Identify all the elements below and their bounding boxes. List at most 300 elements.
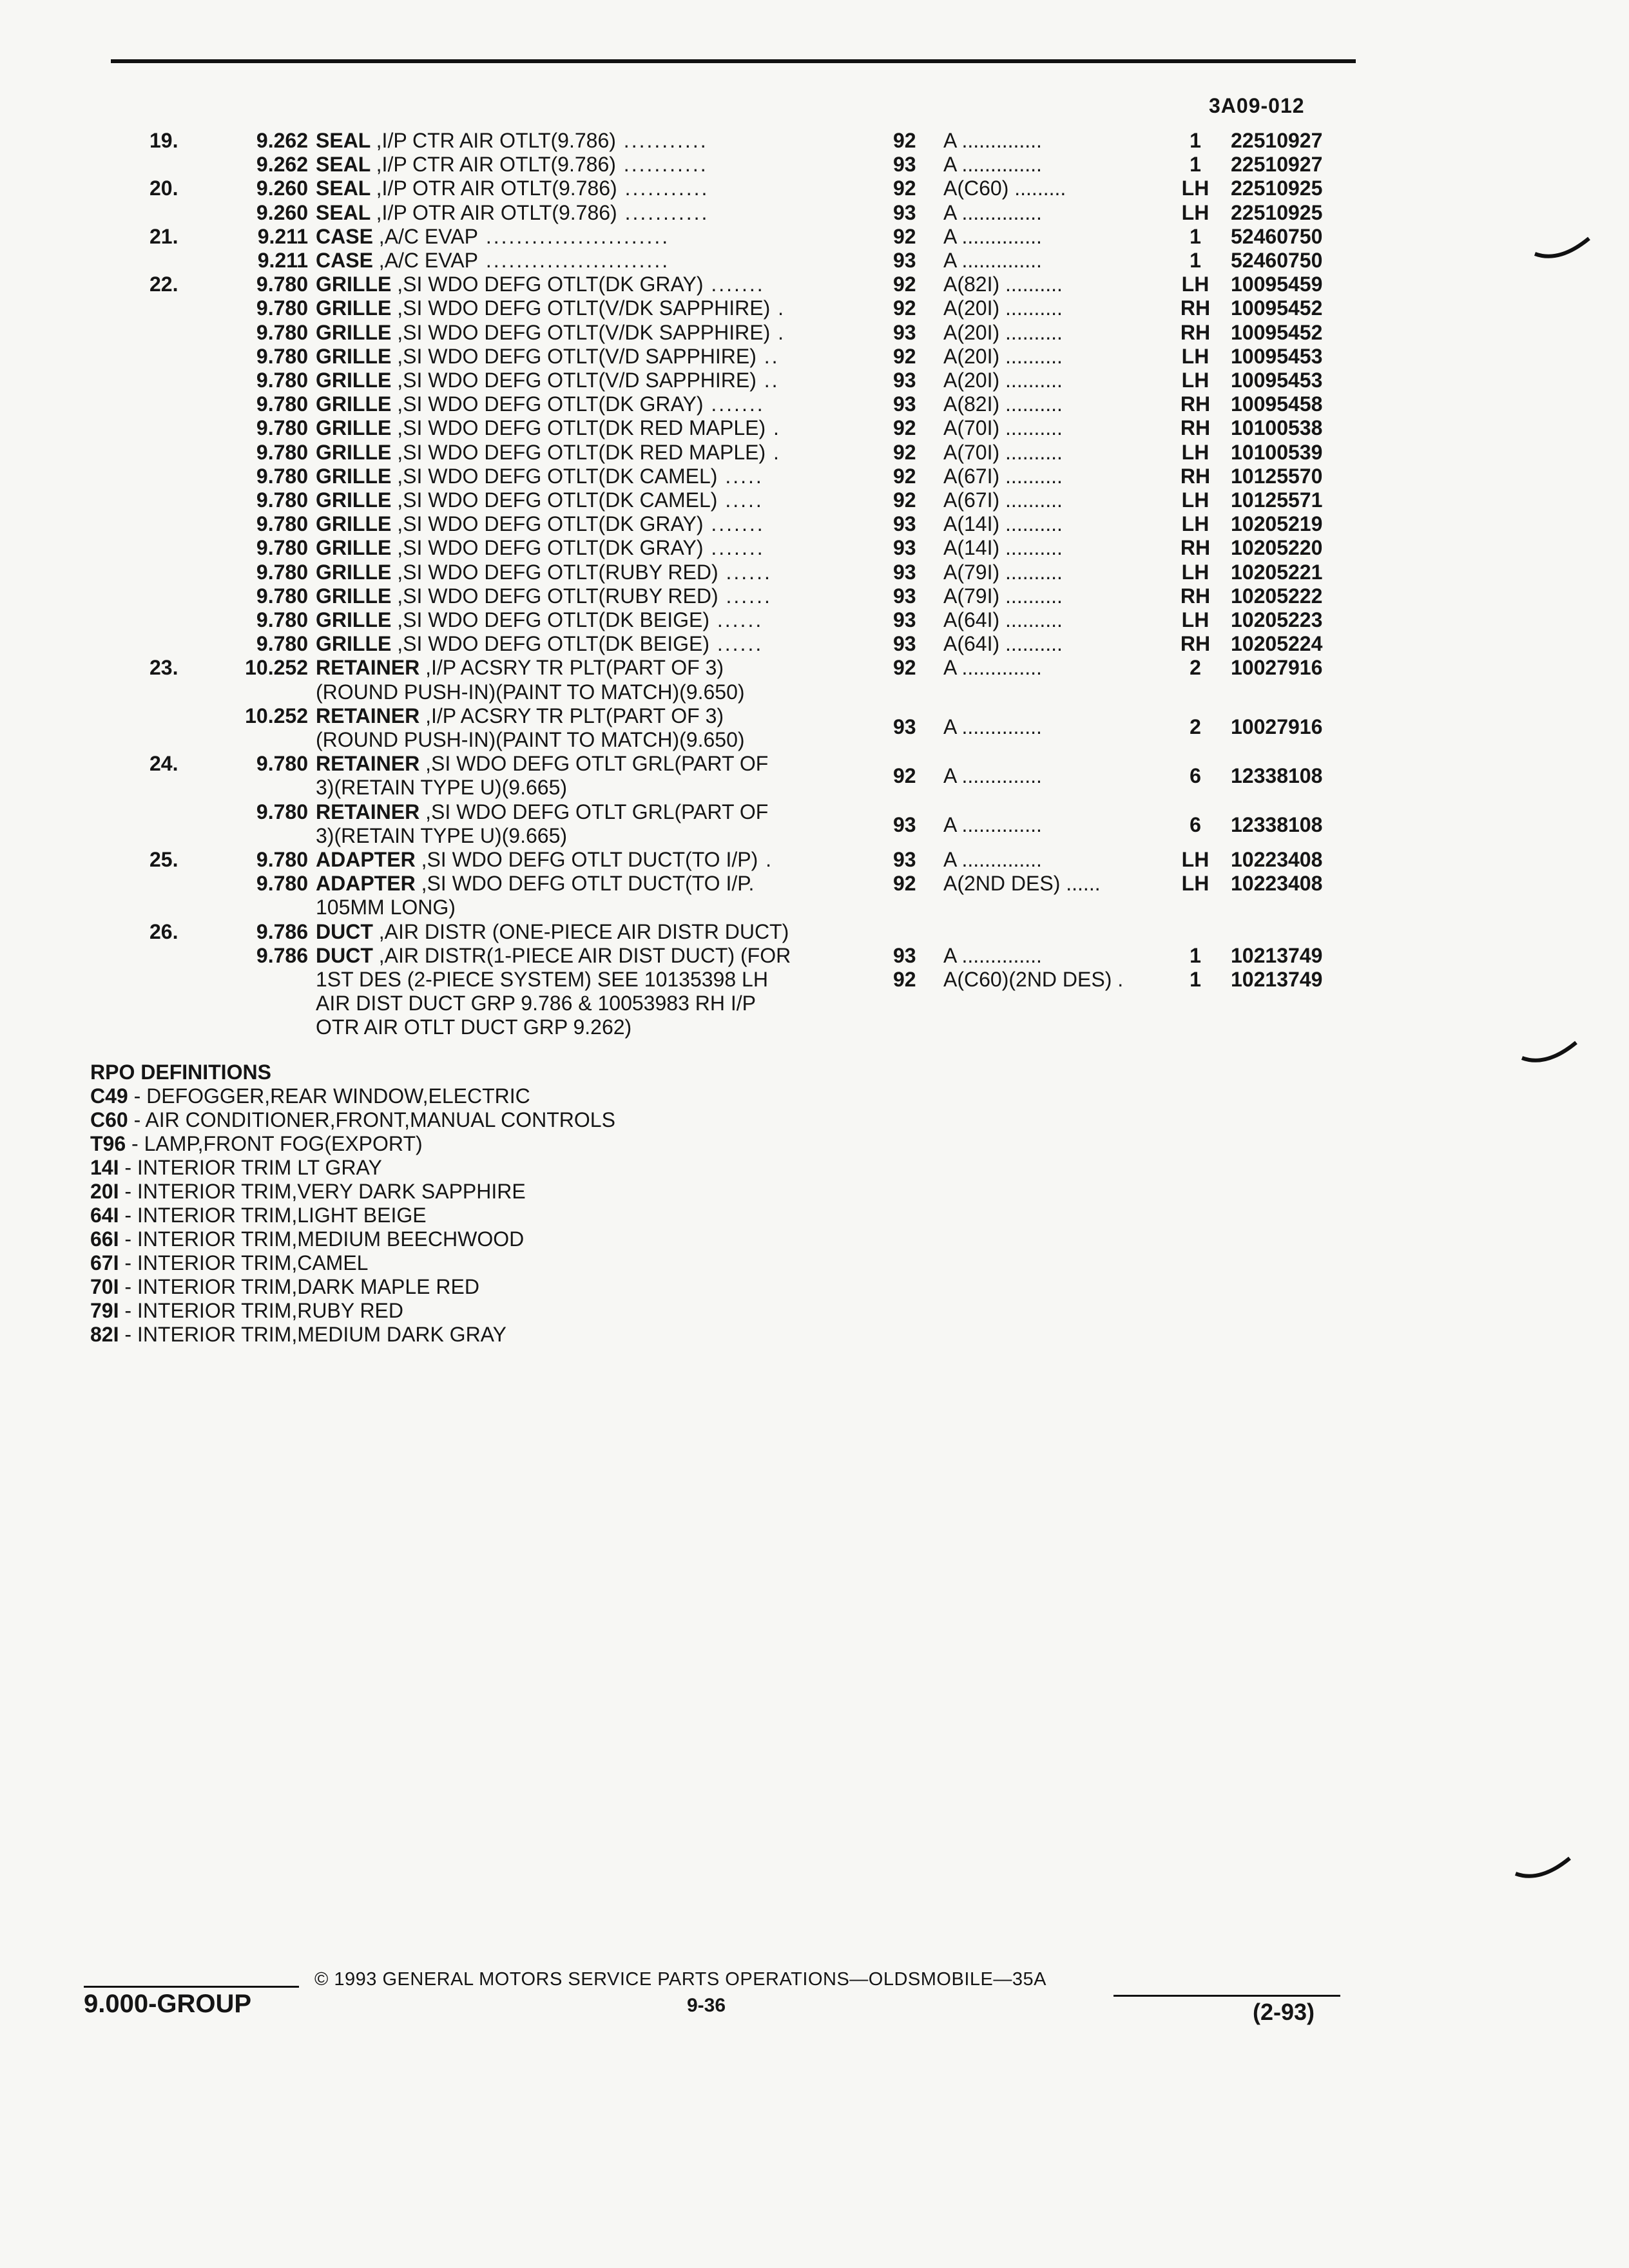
- usage-code: A ..............: [943, 224, 1042, 248]
- quantity: LH: [1181, 177, 1210, 200]
- model-year: 92: [893, 177, 916, 200]
- part-description-text: ,SI WDO DEFG OTLT DUCT(TO I/P): [421, 848, 758, 871]
- part-keyword: GRILLE: [316, 536, 398, 560]
- part-number: 10125570: [1231, 464, 1323, 488]
- part-description-text: ,I/P CTR AIR OTLT(9.786): [376, 129, 616, 152]
- group-number: 9.780: [256, 273, 308, 296]
- leader-dots: ......: [709, 632, 764, 656]
- rpo-item: [90, 1108, 615, 1132]
- part-description: [316, 896, 844, 919]
- part-description: [316, 321, 844, 345]
- part-number: 10100538: [1231, 416, 1323, 440]
- binding-mark-icon: [1514, 1856, 1572, 1881]
- group-number: 9.780: [256, 392, 308, 416]
- leader-dots: ...........: [617, 200, 709, 224]
- model-year: 92: [893, 273, 916, 296]
- quantity: RH: [1180, 584, 1211, 608]
- rpo-item: [90, 1275, 615, 1299]
- part-description-text: ,I/P OTR AIR OTLT(9.786): [376, 200, 617, 224]
- rpo-code: C60: [90, 1108, 128, 1131]
- leader-dots: ......: [718, 584, 772, 608]
- usage-code: A ..............: [943, 764, 1042, 787]
- part-description: [316, 872, 844, 896]
- part-number: 52460750: [1231, 224, 1323, 248]
- part-number: 10027916: [1231, 715, 1323, 738]
- group-number: 9.780: [256, 512, 308, 536]
- rpo-item: [90, 1084, 615, 1108]
- model-year: 93: [893, 848, 916, 871]
- part-keyword: CASE: [316, 249, 379, 272]
- part-number: 10223408: [1231, 872, 1323, 896]
- part-keyword: GRILLE: [316, 416, 398, 440]
- part-number: 10095453: [1231, 369, 1323, 392]
- group-number: 9.786: [256, 919, 308, 943]
- item-number: 25.: [149, 848, 178, 871]
- leader-dots: ...........: [615, 129, 708, 152]
- group-number: 9.211: [257, 249, 308, 272]
- model-year: 93: [893, 715, 916, 738]
- part-keyword: GRILLE: [316, 440, 398, 464]
- usage-code: A ..............: [943, 848, 1042, 871]
- part-number: 10100539: [1231, 440, 1323, 464]
- part-description: [316, 369, 844, 392]
- usage-code: A(14I) ..........: [943, 512, 1063, 536]
- part-number: 10223408: [1231, 848, 1323, 871]
- model-year: 93: [893, 560, 916, 584]
- rpo-code: 82I: [90, 1323, 119, 1346]
- part-number: 10095458: [1231, 392, 1323, 416]
- usage-code: A ..............: [943, 249, 1042, 272]
- rpo-title: RPO DEFINITIONS: [90, 1061, 271, 1084]
- quantity: RH: [1180, 416, 1211, 440]
- leader-dots: .......: [703, 392, 765, 416]
- part-keyword: GRILLE: [316, 320, 398, 344]
- model-year: 93: [893, 536, 916, 560]
- part-number: 10027916: [1231, 656, 1323, 680]
- part-keyword: SEAL: [316, 177, 376, 200]
- usage-code: A(79I) ..........: [943, 584, 1063, 608]
- binding-mark-icon: [1521, 1040, 1579, 1066]
- group-number: 9.786: [256, 943, 308, 967]
- item-number: 22.: [149, 273, 178, 296]
- part-number: 52460750: [1231, 249, 1323, 272]
- part-keyword: GRILLE: [316, 296, 398, 320]
- part-number: 10095453: [1231, 344, 1323, 368]
- quantity: LH: [1181, 848, 1210, 871]
- part-number: 10205220: [1231, 536, 1323, 560]
- part-description-text: ,SI WDO DEFG OTLT(DK GRAY): [397, 536, 704, 560]
- usage-code: A ..............: [943, 715, 1042, 738]
- group-number: 9.780: [256, 752, 308, 776]
- leader-dots: .......: [703, 512, 765, 536]
- part-description-text: ,I/P OTR AIR OTLT(9.786): [376, 177, 617, 200]
- rpo-item: [90, 1299, 615, 1323]
- item-number: 26.: [149, 919, 178, 943]
- part-keyword: SEAL: [316, 200, 376, 224]
- usage-code: A(70I) ..........: [943, 440, 1063, 464]
- part-keyword: GRILLE: [316, 464, 398, 488]
- rpo-list: [90, 1084, 615, 1347]
- quantity: LH: [1181, 872, 1210, 896]
- quantity: LH: [1181, 440, 1210, 464]
- part-keyword: RETAINER: [316, 704, 426, 727]
- part-number: 10205221: [1231, 560, 1323, 584]
- part-description-text: ,SI WDO DEFG OTLT(RUBY RED): [397, 560, 718, 584]
- quantity: LH: [1181, 200, 1210, 224]
- leader-dots: .: [770, 320, 786, 344]
- quantity: LH: [1181, 488, 1210, 512]
- leader-dots: ..: [756, 344, 780, 368]
- model-year: 93: [893, 200, 916, 224]
- quantity: RH: [1180, 296, 1211, 320]
- quantity: 6: [1190, 764, 1201, 787]
- part-keyword: RETAINER: [316, 752, 426, 776]
- part-description: [316, 129, 844, 153]
- part-description: [316, 536, 844, 560]
- part-number: 22510925: [1231, 200, 1323, 224]
- rpo-text: - INTERIOR TRIM LT GRAY: [119, 1156, 382, 1179]
- rpo-item: [90, 1323, 615, 1347]
- part-description-text: ,SI WDO DEFG OTLT(RUBY RED): [397, 584, 718, 608]
- leader-dots: .......: [703, 536, 765, 560]
- part-description: [316, 680, 844, 704]
- part-keyword: GRILLE: [316, 369, 398, 392]
- quantity: 1: [1190, 968, 1201, 991]
- part-keyword: GRILLE: [316, 560, 398, 584]
- quantity: 1: [1190, 249, 1201, 272]
- part-description: [316, 488, 844, 512]
- part-description: [316, 225, 844, 249]
- leader-dots: .....: [717, 464, 764, 488]
- rpo-item: [90, 1156, 615, 1180]
- part-number: 22510927: [1231, 153, 1323, 177]
- part-description: [316, 273, 844, 296]
- part-number: 10205219: [1231, 512, 1323, 536]
- usage-code: A(2ND DES) ......: [943, 872, 1101, 896]
- model-year: 93: [893, 632, 916, 656]
- rpo-code: 20I: [90, 1180, 119, 1203]
- quantity: 1: [1190, 129, 1201, 152]
- part-description-text: ,SI WDO DEFG OTLT(V/D SAPPHIRE): [397, 344, 757, 368]
- part-description-text: ,A/C EVAP: [378, 249, 478, 272]
- part-description-text: ,SI WDO DEFG OTLT(DK GRAY): [397, 273, 704, 296]
- model-year: 92: [893, 416, 916, 440]
- quantity: LH: [1181, 369, 1210, 392]
- footer-copyright: © 1993 GENERAL MOTORS SERVICE PARTS OPERATIONS—OLDSMOBILE—35A: [314, 1969, 1046, 1990]
- part-description-text: ,SI WDO DEFG OTLT(DK GRAY): [397, 512, 704, 536]
- part-description: [316, 944, 844, 968]
- part-description-text: ,SI WDO DEFG OTLT(V/DK SAPPHIRE): [397, 296, 771, 320]
- group-number: 9.780: [256, 464, 308, 488]
- rpo-code: 79I: [90, 1299, 119, 1322]
- part-number: 10095459: [1231, 273, 1323, 296]
- part-keyword: GRILLE: [316, 632, 398, 656]
- usage-code: A(64I) ..........: [943, 632, 1063, 656]
- model-year: 92: [893, 764, 916, 787]
- part-description: [316, 392, 844, 416]
- group-number: 9.780: [256, 872, 308, 896]
- part-keyword: ADAPTER: [316, 872, 421, 896]
- part-description-text: ,AIR DISTR (ONE-PIECE AIR DISTR DUCT): [378, 919, 789, 943]
- part-description: [316, 441, 844, 465]
- usage-code: A ..............: [943, 129, 1042, 152]
- footer-rule-right: [1113, 1995, 1340, 1997]
- group-number: 10.252: [245, 656, 308, 680]
- rpo-item: [90, 1132, 615, 1156]
- rpo-text: - INTERIOR TRIM,VERY DARK SAPPHIRE: [119, 1180, 526, 1203]
- part-keyword: RETAINER: [316, 656, 426, 680]
- part-number: 10125571: [1231, 488, 1323, 512]
- model-year: 93: [893, 512, 916, 536]
- part-description-text: ,AIR DISTR(1-PIECE AIR DIST DUCT) (FOR: [378, 943, 791, 967]
- page-code: 3A09-012: [1209, 94, 1305, 117]
- rpo-code: 67I: [90, 1251, 119, 1274]
- group-number: 9.260: [256, 177, 308, 200]
- usage-code: A(C60)(2ND DES) .: [943, 968, 1124, 991]
- model-year: 93: [893, 943, 916, 967]
- model-year: 92: [893, 488, 916, 512]
- part-description: [316, 201, 844, 225]
- rpo-code: 66I: [90, 1227, 119, 1251]
- usage-code: A(67I) ..........: [943, 488, 1063, 512]
- part-keyword: GRILLE: [316, 273, 398, 296]
- part-keyword: GRILLE: [316, 344, 398, 368]
- rpo-code: 14I: [90, 1156, 119, 1179]
- usage-code: A(14I) ..........: [943, 536, 1063, 560]
- rpo-code: 64I: [90, 1204, 119, 1227]
- leader-dots: ........................: [477, 224, 670, 248]
- rpo-text: - AIR CONDITIONER,FRONT,MANUAL CONTROLS: [128, 1108, 615, 1131]
- part-description-text: ,SI WDO DEFG OTLT(DK RED MAPLE): [397, 416, 766, 440]
- rpo-code: C49: [90, 1084, 128, 1108]
- part-keyword: GRILLE: [316, 608, 398, 631]
- quantity: 1: [1190, 943, 1201, 967]
- group-number: 9.211: [257, 224, 308, 248]
- usage-code: A(79I) ..........: [943, 560, 1063, 584]
- model-year: 92: [893, 968, 916, 991]
- group-number: 9.780: [256, 536, 308, 560]
- part-keyword: RETAINER: [316, 800, 426, 823]
- usage-code: A(82I) ..........: [943, 392, 1063, 416]
- model-year: 92: [893, 656, 916, 680]
- usage-code: A(64I) ..........: [943, 608, 1063, 631]
- part-description-text: ,SI WDO DEFG OTLT(DK RED MAPLE): [397, 440, 766, 464]
- part-description: [316, 153, 844, 177]
- part-description: [316, 824, 844, 848]
- part-description-text: 105MM LONG): [316, 896, 456, 919]
- part-description-text: ,SI WDO DEFG OTLT(DK BEIGE): [397, 608, 709, 631]
- rpo-text: - LAMP,FRONT FOG(EXPORT): [126, 1132, 423, 1155]
- usage-code: A(67I) ..........: [943, 464, 1063, 488]
- leader-dots: ......: [718, 560, 772, 584]
- part-number: 22510925: [1231, 177, 1323, 200]
- part-description: [316, 968, 844, 992]
- part-description-text: ,I/P ACSRY TR PLT(PART OF 3): [425, 656, 724, 680]
- quantity: LH: [1181, 273, 1210, 296]
- quantity: LH: [1181, 344, 1210, 368]
- part-keyword: GRILLE: [316, 512, 398, 536]
- part-description: [316, 512, 844, 536]
- part-description: [316, 848, 844, 872]
- part-description-text: ,SI WDO DEFG OTLT(DK CAMEL): [397, 464, 718, 488]
- model-year: 93: [893, 813, 916, 836]
- rpo-text: - INTERIOR TRIM,MEDIUM DARK GRAY: [119, 1323, 506, 1346]
- rpo-text: - INTERIOR TRIM,RUBY RED: [119, 1299, 403, 1322]
- footer-date: (2-93): [1253, 1999, 1315, 2025]
- quantity: 1: [1190, 224, 1201, 248]
- part-description: [316, 296, 844, 320]
- part-keyword: CASE: [316, 224, 379, 248]
- part-description-text: OTR AIR OTLT DUCT GRP 9.262): [316, 1015, 632, 1039]
- part-description-text: ,SI WDO DEFG OTLT GRL(PART OF: [425, 752, 769, 776]
- quantity: LH: [1181, 512, 1210, 536]
- part-description: [316, 728, 844, 752]
- rpo-text: - INTERIOR TRIM,CAMEL: [119, 1251, 369, 1274]
- rpo-item: [90, 1227, 615, 1251]
- quantity: LH: [1181, 608, 1210, 631]
- quantity: RH: [1180, 320, 1211, 344]
- part-description-text: ,SI WDO DEFG OTLT(DK GRAY): [397, 392, 704, 416]
- leader-dots: .: [770, 296, 786, 320]
- usage-code: A(20I) ..........: [943, 320, 1063, 344]
- part-description: [316, 584, 844, 608]
- group-number: 10.252: [245, 704, 308, 727]
- leader-dots: .: [766, 440, 781, 464]
- part-description: [316, 177, 844, 200]
- quantity: 2: [1190, 656, 1201, 680]
- part-number: 10213749: [1231, 968, 1323, 991]
- model-year: 92: [893, 296, 916, 320]
- part-description: [316, 800, 844, 824]
- model-year: 92: [893, 129, 916, 152]
- model-year: 93: [893, 584, 916, 608]
- part-description-text: ,SI WDO DEFG OTLT(DK BEIGE): [397, 632, 709, 656]
- part-description-text: ,SI WDO DEFG OTLT DUCT(TO I/P.: [421, 872, 755, 896]
- part-description-text: 3)(RETAIN TYPE U)(9.665): [316, 776, 568, 800]
- part-number: 12338108: [1231, 764, 1323, 787]
- part-description: [316, 608, 844, 632]
- part-number: 10213749: [1231, 943, 1323, 967]
- model-year: 93: [893, 153, 916, 177]
- leader-dots: ...........: [617, 177, 709, 200]
- part-description-text: ,SI WDO DEFG OTLT GRL(PART OF: [425, 800, 769, 823]
- part-keyword: GRILLE: [316, 392, 398, 416]
- part-description: [316, 992, 844, 1015]
- part-keyword: DUCT: [316, 943, 379, 967]
- group-number: 9.780: [256, 560, 308, 584]
- leader-dots: ......: [709, 608, 764, 631]
- quantity: LH: [1181, 560, 1210, 584]
- group-number: 9.260: [256, 200, 308, 224]
- rpo-item: [90, 1251, 615, 1275]
- usage-code: A ..............: [943, 813, 1042, 836]
- part-number: 10205222: [1231, 584, 1323, 608]
- group-number: 9.780: [256, 320, 308, 344]
- part-number: 12338108: [1231, 813, 1323, 836]
- leader-dots: .......: [703, 273, 765, 296]
- footer-group: 9.000-GROUP: [84, 1990, 252, 2018]
- usage-code: A ..............: [943, 200, 1042, 224]
- model-year: 93: [893, 320, 916, 344]
- quantity: 1: [1190, 153, 1201, 177]
- part-description-text: AIR DIST DUCT GRP 9.786 & 10053983 RH I/P: [316, 992, 756, 1015]
- quantity: RH: [1180, 632, 1211, 656]
- part-description: [316, 345, 844, 369]
- leader-dots: ...........: [615, 153, 708, 177]
- rpo-item: [90, 1204, 615, 1227]
- item-number: 19.: [149, 129, 178, 152]
- part-description: [316, 776, 844, 800]
- part-description-text: ,I/P ACSRY TR PLT(PART OF 3): [425, 704, 724, 727]
- item-number: 23.: [149, 656, 178, 680]
- part-description: [316, 416, 844, 440]
- quantity: RH: [1180, 464, 1211, 488]
- part-keyword: ADAPTER: [316, 848, 421, 871]
- part-description-text: (ROUND PUSH-IN)(PAINT TO MATCH)(9.650): [316, 680, 745, 704]
- group-number: 9.780: [256, 848, 308, 871]
- usage-code: A ..............: [943, 943, 1042, 967]
- rpo-code: 70I: [90, 1275, 119, 1298]
- part-description: [316, 656, 844, 680]
- part-description-text: ,SI WDO DEFG OTLT(V/DK SAPPHIRE): [397, 320, 771, 344]
- group-number: 9.780: [256, 800, 308, 823]
- quantity: RH: [1180, 392, 1211, 416]
- model-year: 92: [893, 344, 916, 368]
- group-number: 9.262: [256, 153, 308, 177]
- part-number: 22510927: [1231, 129, 1323, 152]
- part-description: [316, 249, 844, 273]
- group-number: 9.780: [256, 344, 308, 368]
- part-description: [316, 920, 844, 944]
- item-number: 20.: [149, 177, 178, 200]
- group-number: 9.780: [256, 608, 308, 631]
- rpo-item: [90, 1180, 615, 1204]
- rpo-text: - INTERIOR TRIM,MEDIUM BEECHWOOD: [119, 1227, 525, 1251]
- usage-code: A ..............: [943, 656, 1042, 680]
- group-number: 9.780: [256, 584, 308, 608]
- item-number: 21.: [149, 224, 178, 248]
- usage-code: A(20I) ..........: [943, 369, 1063, 392]
- top-rule: [111, 59, 1356, 63]
- group-number: 9.780: [256, 296, 308, 320]
- footer-page-number: 9-36: [687, 1995, 726, 2016]
- leader-dots: .: [766, 416, 781, 440]
- leader-dots: .: [758, 848, 774, 871]
- group-number: 9.780: [256, 488, 308, 512]
- leader-dots: ..: [756, 369, 780, 392]
- group-number: 9.780: [256, 440, 308, 464]
- usage-code: A(70I) ..........: [943, 416, 1063, 440]
- group-number: 9.262: [256, 129, 308, 152]
- part-description: [316, 752, 844, 776]
- model-year: 92: [893, 872, 916, 896]
- model-year: 92: [893, 464, 916, 488]
- part-description-text: ,I/P CTR AIR OTLT(9.786): [376, 153, 616, 177]
- rpo-text: - DEFOGGER,REAR WINDOW,ELECTRIC: [128, 1084, 530, 1108]
- rpo-text: - INTERIOR TRIM,DARK MAPLE RED: [119, 1275, 479, 1298]
- part-keyword: DUCT: [316, 919, 379, 943]
- leader-dots: .....: [717, 488, 764, 512]
- model-year: 92: [893, 224, 916, 248]
- part-description-text: ,A/C EVAP: [378, 224, 478, 248]
- group-number: 9.780: [256, 632, 308, 656]
- part-description: [316, 1015, 844, 1039]
- rpo-definitions: [90, 1061, 615, 1347]
- model-year: 93: [893, 608, 916, 631]
- leader-dots: ........................: [477, 249, 670, 272]
- part-number: 10095452: [1231, 320, 1323, 344]
- usage-code: A(20I) ..........: [943, 344, 1063, 368]
